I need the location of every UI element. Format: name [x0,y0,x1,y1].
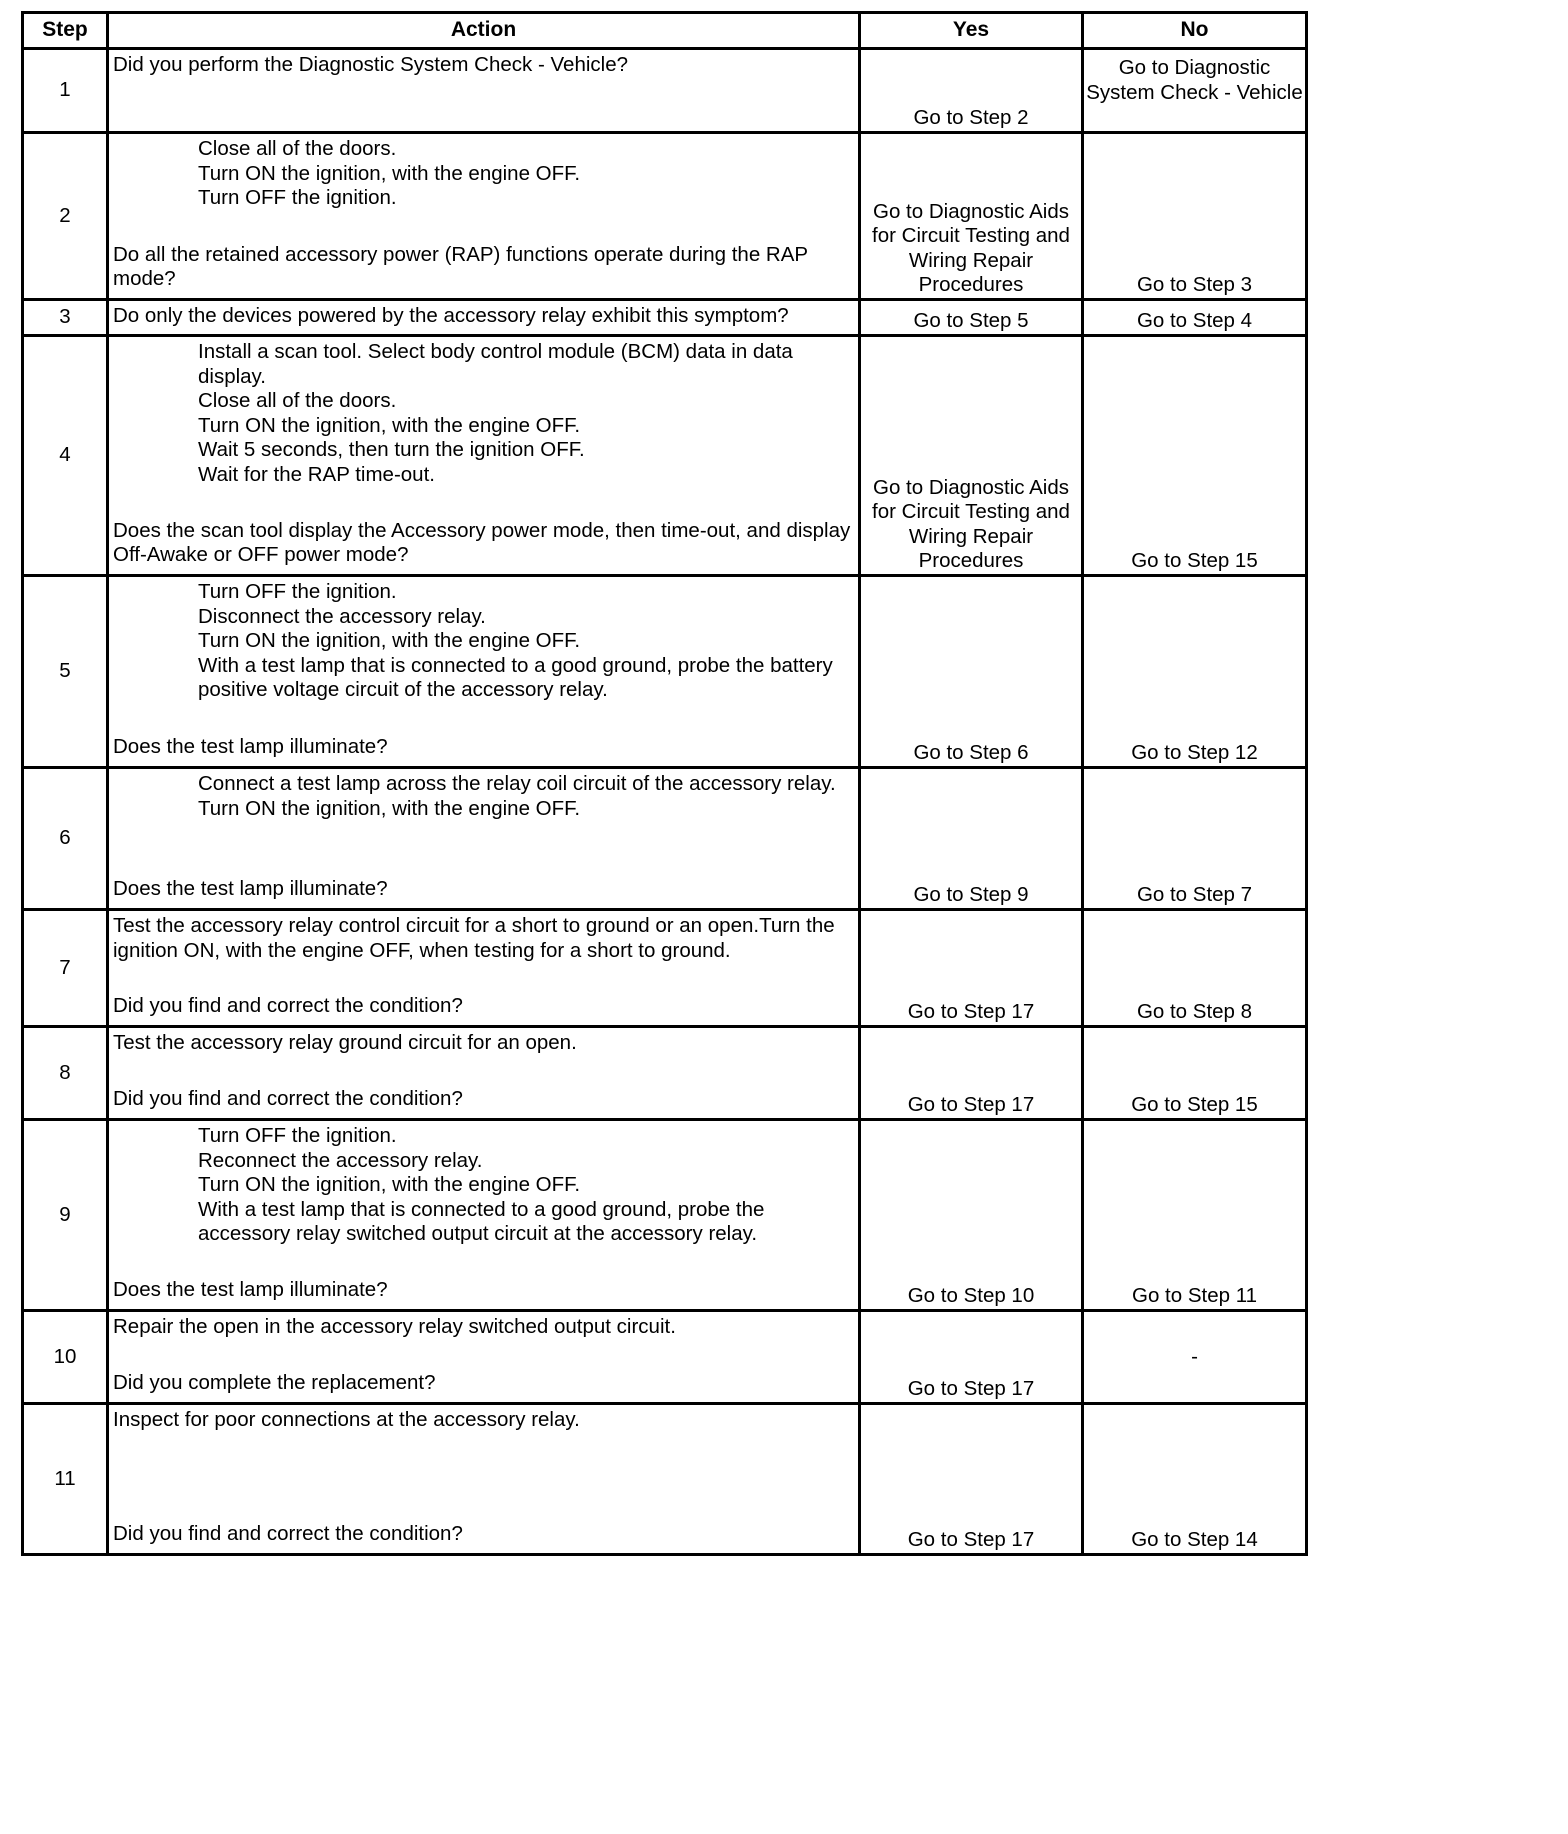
yes-cell: Go to Step 6 [860,576,1083,768]
yes-cell: Go to Step 5 [860,300,1083,336]
no-cell: Go to Step 7 [1083,768,1307,910]
action-cell [108,1120,860,1311]
step-number: 9 [23,1120,108,1311]
action-substep: Wait for the RAP time-out. [198,462,435,486]
action-question: Does the test lamp illuminate? [113,735,388,759]
action-substep: Turn ON the ignition, with the engine OFF. [198,413,581,437]
yes-cell: Go to Step 17 [860,1404,1083,1555]
no-cell: Go to Step 11 [1083,1120,1307,1311]
table-row [23,133,1307,300]
table-row [23,576,1307,768]
step-number: 11 [23,1404,108,1555]
action-question: Do all the retained accessory power (RAP) functions operate during the RAP mode? [113,242,808,291]
no-cell: Go to Step 12 [1083,576,1307,768]
action-cell [108,576,860,768]
action-substep: Install a scan tool. Select body control module (BCM) data in data display. [198,340,793,388]
action-cell [108,336,860,576]
action-question: Did you find and correct the condition? [113,1522,463,1546]
action-question: Did you complete the replacement? [113,1371,436,1395]
action-substep: Reconnect the accessory relay. [198,1148,483,1172]
action-substep: Turn ON the ignition, with the engine OFF. [198,796,581,820]
action-question: Does the scan tool display the Accessory power mode, then time-out, and display Off-Awake or OFF power mode? [113,518,851,567]
no-cell: Go to Step 15 [1083,1027,1307,1120]
no-cell: - [1083,1311,1307,1404]
action-cell [108,300,860,336]
yes-cell: Go to Diagnostic Aids for Circuit Testing and Wiring Repair Procedures [860,336,1083,576]
step-number: 7 [23,910,108,1027]
action-cell [108,1027,860,1120]
table-header-row [23,13,1307,49]
step-number: 2 [23,133,108,300]
action-question: Did you perform the Diagnostic System Check - Vehicle? [113,53,629,76]
action-question: Does the test lamp illuminate? [113,1278,388,1302]
table-row [23,1311,1307,1404]
table-row [23,49,1307,133]
step-number: 1 [23,49,108,133]
action-cell [108,910,860,1027]
step-number: 4 [23,336,108,576]
yes-cell: Go to Step 2 [860,49,1083,133]
action-substeps [113,580,854,703]
yes-cell: Go to Diagnostic Aids for Circuit Testing and Wiring Repair Procedures [860,133,1083,300]
action-intro: Test the accessory relay ground circuit for an open. [113,1031,577,1054]
action-substeps [113,137,854,211]
action-cell [108,133,860,300]
action-cell [108,1311,860,1404]
table-row [23,300,1307,336]
no-cell: Go to Step 15 [1083,336,1307,576]
step-number: 5 [23,576,108,768]
no-cell: Go to Diagnostic System Check - Vehicle [1083,49,1307,133]
yes-cell: Go to Step 17 [860,1027,1083,1120]
diagnostic-table [21,11,1308,1556]
action-substep: With a test lamp that is connected to a good ground, probe the battery positive voltage circuit of the accessory relay. [198,653,833,702]
no-cell: Go to Step 4 [1083,300,1307,336]
action-substep: Wait 5 seconds, then turn the ignition OFF. [198,438,585,462]
action-substep: Close all of the doors. [198,137,397,160]
table-row [23,1404,1307,1555]
table-row [23,336,1307,576]
table-row [23,1120,1307,1311]
step-number: 10 [23,1311,108,1404]
action-cell [108,1404,860,1555]
action-substep: Turn OFF the ignition. [198,1124,397,1147]
yes-cell: Go to Step 17 [860,1311,1083,1404]
header-no: No [1083,13,1307,49]
action-question: Does the test lamp illuminate? [113,877,388,901]
header-step: Step [23,13,108,49]
action-question: Did you find and correct the condition? [113,994,463,1018]
action-intro: Repair the open in the accessory relay switched output circuit. [113,1315,676,1338]
action-substep: Turn OFF the ignition. [198,186,397,210]
step-number: 8 [23,1027,108,1120]
action-substep: Connect a test lamp across the relay coil circuit of the accessory relay. [198,772,836,795]
table-row [23,768,1307,910]
action-substep: Close all of the doors. [198,389,397,413]
yes-cell: Go to Step 9 [860,768,1083,910]
no-cell: Go to Step 8 [1083,910,1307,1027]
action-intro: Inspect for poor connections at the accessory relay. [113,1408,580,1431]
header-yes: Yes [860,13,1083,49]
table-row [23,910,1307,1027]
step-number: 6 [23,768,108,910]
action-substep: With a test lamp that is connected to a good ground, probe the accessory relay switched output circuit at the accessory relay. [198,1197,765,1246]
action-substeps [113,772,854,821]
action-substeps [113,1124,854,1247]
action-substep: Disconnect the accessory relay. [198,604,486,628]
action-substep: Turn OFF the ignition. [198,580,397,603]
yes-cell: Go to Step 17 [860,910,1083,1027]
header-action: Action [108,13,860,49]
table-row [23,1027,1307,1120]
action-cell [108,768,860,910]
action-cell [108,49,860,133]
yes-cell: Go to Step 10 [860,1120,1083,1311]
action-substep: Turn ON the ignition, with the engine OFF. [198,161,581,185]
action-substep: Turn ON the ignition, with the engine OFF. [198,629,581,653]
action-substeps [113,340,854,488]
action-intro: Test the accessory relay control circuit for a short to ground or an open.Turn the ignition ON, with the engine OFF, when testing for a short to ground. [113,914,835,962]
step-number: 3 [23,300,108,336]
action-question: Do only the devices powered by the accessory relay exhibit this symptom? [113,304,789,327]
action-question: Did you find and correct the condition? [113,1087,463,1111]
action-substep: Turn ON the ignition, with the engine OFF. [198,1173,581,1197]
no-cell: Go to Step 14 [1083,1404,1307,1555]
no-cell: Go to Step 3 [1083,133,1307,300]
